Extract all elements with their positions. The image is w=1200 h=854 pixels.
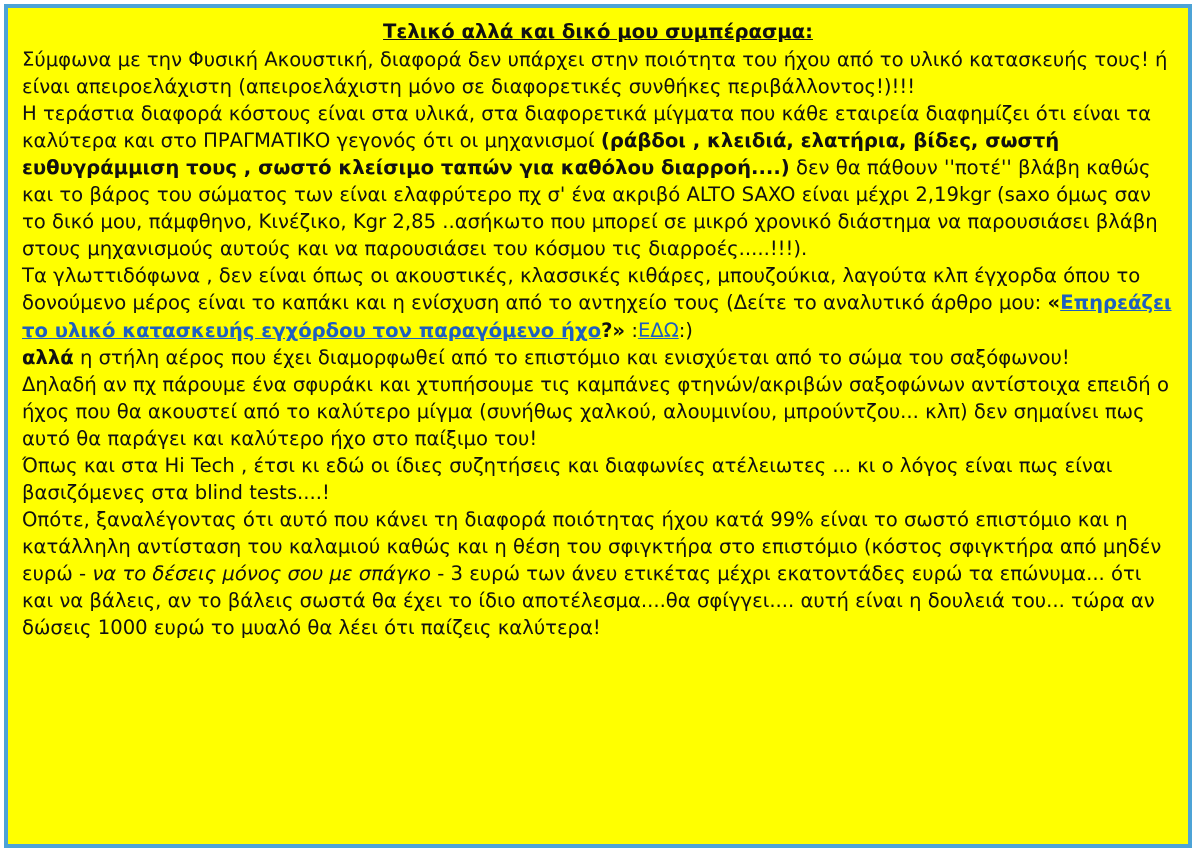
quote-open: «: [1047, 291, 1061, 315]
string-tie-note: να το δέσεις μόνος σου με σπάγκο: [92, 561, 431, 585]
paragraph-reeds: [22, 262, 1174, 370]
but-word: αλλά: [22, 345, 74, 369]
paragraph-acoustics: Σύμφωνα με την Φυσική Ακουστική, διαφορά δεν υπάρχει στην ποιότητα του ήχου από το υλικό κατασκευής τους! ή είναι απειροελάχιστη (απειροελάχιστη μόνο σε διαφορετικές συνθήκες περιβάλλοντος!)!!!: [22, 48, 1168, 99]
article-link[interactable]: Επηρεάζει το υλικό κατασκευής εγχόρδου τον παραγόμενο ήχο: [22, 291, 1172, 342]
paragraph-final: [22, 506, 1174, 641]
final-text-2: - 3 ευρώ των άνευ ετικέτας μέχρι εκατοντάδες ευρώ τα επώνυμα... ότι και να βάλεις, αν το βάλεις σωστά θα έχει το ίδιο αποτέλεσμα....θα σφίγγει.... αυτή είναι η δουλειά του... τώρα αν δώσεις 1000 ευρώ το μυαλό θα λέει ότι παίζεις καλύτερα!: [22, 561, 1155, 640]
reeds-text-4: η στήλη αέρος που έχει διαμορφωθεί από το επιστόμιο και ενισχύεται από το σώμα του σαξόφωνου!: [73, 345, 1070, 369]
paragraph-hitech: Όπως και στα Hi Tech , έτσι κι εδώ οι ίδιες συζητήσεις και διαφωνίες ατέλειωτες ... κι ο λόγος είναι πως είναι βασιζόμενες στα blind tests....!: [22, 453, 1113, 504]
paragraph-hammer: Δηλαδή αν πχ πάρουμε ένα σφυράκι και χτυπήσουμε τις καμπάνες φτηνών/ακριβών σαξοφώνων αντίστοιχα επειδή ο ήχος που θα ακουστεί από το καλύτερο μίγμα (συνήθως χαλκού, αλουμινίου, μπρούντζου... κλπ) δεν σημαίνει πως αυτό θα παράγει και καλύτερο ήχο στο παίξιμο του!: [22, 372, 1169, 450]
conclusion-box: [4, 4, 1192, 848]
reeds-text-3: :): [678, 318, 693, 342]
here-link[interactable]: ΕΔΩ: [637, 318, 679, 342]
reeds-text-2: :: [625, 318, 638, 342]
cost-text-1: Η τεράστια διαφορά κόστους είναι στα υλικά, στα διαφορετικά μίγματα που κάθε εταιρεία διαφημίζει ότι είναι τα καλύτερα και στο ΠΡΑΓΜΑΤΙΚΟ γεγονός ότι οι μηχανισμοί: [22, 102, 1152, 153]
quote-close: ?»: [601, 318, 626, 342]
mechanisms-list: (ράβδοι , κλειδιά, ελατήρια, βίδες, σωστή ευθυγράμμιση τους , σωστό κλείσιμο ταπών για καθόλου διαρροή....): [22, 129, 1060, 180]
reeds-text-1: Τα γλωττιδόφωνα , δεν είναι όπως οι ακουστικές, κλασσικές κιθάρες, μπουζούκια, λαγούτα κλπ έγχορδα όπου το δονούμενο μέρος είναι το καπάκι και η ενίσχυση από το αντηχείο τους (Δείτε το αναλυτικό άρθρο μου:: [22, 264, 1141, 315]
final-text-1: Οπότε, ξαναλέγοντας ότι αυτό που κάνει τη διαφορά ποιότητας ήχου κατά 99% είναι το σωστό επιστόμιο και η κατάλληλη αντίσταση του καλαμιού καθώς και η θέση του σφιγκτήρα στο επιστόμιο (κόστος σφιγκτήρα από μηδέν ευρώ -: [22, 507, 1162, 585]
paragraph-cost: [22, 100, 1174, 262]
cost-text-2: δεν θα πάθουν ''ποτέ'' βλάβη καθώς και το βάρος του σώματος των είναι ελαφρύτερο πχ σ' ένα ακριβό ALTO SAXO είναι μέχρι 2,19kgr (saxo όμως σαν το δικό μου, πάμφθηνο, Κινέζικο, Kgr 2,85 ..ασήκωτο που μπορεί σε μικρό χρονικό διάστημα να παρουσιάσει βλάβη στους μηχανισμούς αυτούς και να παρουσιάσει του κόσμου τις διαρροές.....!!!).: [22, 156, 1158, 261]
conclusion-title: Τελικό αλλά και δικό μου συμπέρασμα:: [383, 20, 813, 43]
